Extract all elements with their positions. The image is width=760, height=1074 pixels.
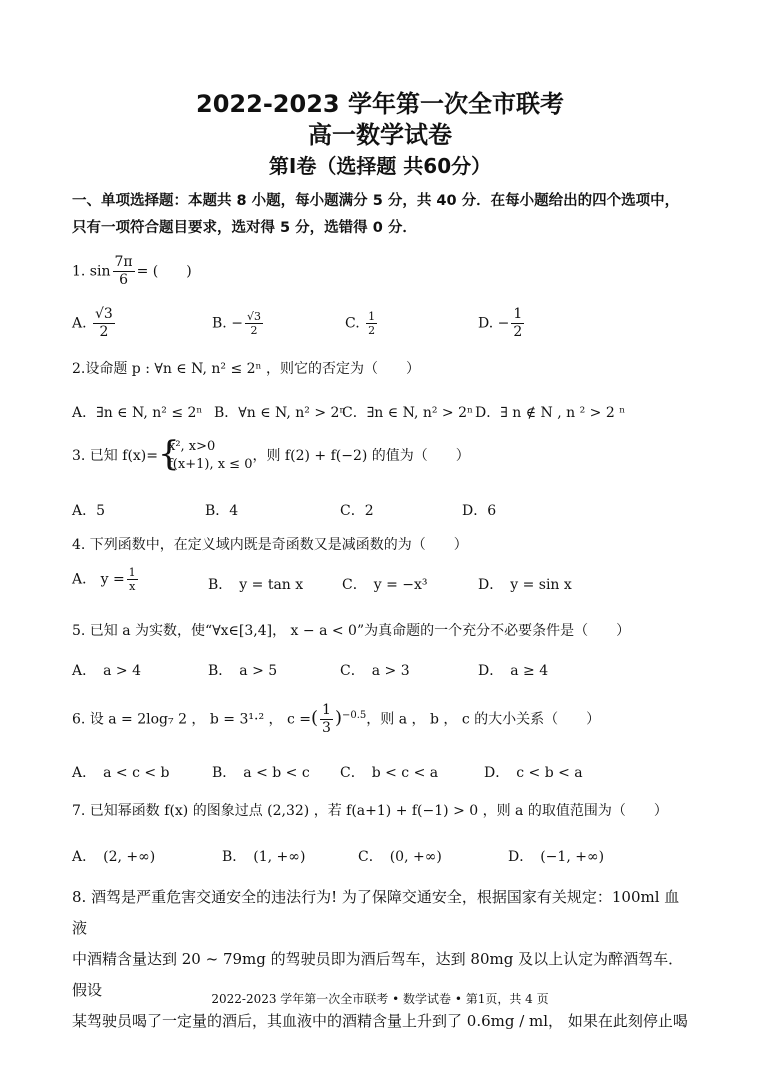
q3-piecewise	[158, 434, 253, 474]
exam-subtitle: 高一数学试卷	[308, 121, 452, 149]
q6-option-b: B． a < b < c	[212, 765, 310, 781]
q6-paren-close: )	[334, 707, 342, 729]
q4-option-c: C． y = −x³	[342, 577, 428, 593]
q1-option-d-den: 2	[513, 324, 523, 340]
q8-line-3: 某驾驶员喝了一定量的酒后，其血液中的酒精含量上升到了 0.6mg / ml， 如果在此刻停止喝	[72, 1012, 688, 1030]
q3-suffix: ，则 f(2) + f(−2) 的值为（ ）	[252, 448, 470, 464]
q3-case-1: x², x>0	[168, 439, 216, 454]
q1-option-a-den: 2	[99, 324, 109, 340]
q4-option-d: D． y = sin x	[478, 577, 572, 593]
q1-prefix: 1. sin	[72, 263, 111, 280]
q2-option-c: C．∃n ∈ N, n² > 2ⁿ	[342, 405, 474, 421]
q4-option-a-label: A．	[72, 571, 97, 588]
question-2: 2.设命题 p : ∀n ∈ N, n² ≤ 2ⁿ ，则它的否定为（ ）	[72, 361, 421, 377]
q3-option-b: B．4	[205, 503, 239, 519]
question-7: 7. 已知幂函数 f(x) 的图象过点 (2,32) ，若 f(a+1) + f(−1) > 0 ，则 a 的取值范围为（ ）	[72, 803, 668, 819]
q2-option-b: B．∀n ∈ N, n² > 2ⁿ	[214, 405, 346, 421]
question-6	[72, 702, 692, 737]
q4-option-a-num: 1	[128, 566, 136, 579]
q6-exponent: −0.5	[341, 709, 367, 721]
question-5: 5. 已知 a 为实数，使“∀x∈[3,4]， x − a < 0”为真命题的一个充分不必要条件是（ ）	[72, 623, 631, 639]
q6-suffix: ，则 a ， b ， c 的大小关系（ ）	[366, 711, 601, 728]
volume-title: 第Ⅰ卷（选择题 共60分）	[268, 154, 492, 178]
q3-option-a: A．5	[72, 503, 106, 519]
q1-option-b-den: 2	[250, 324, 258, 337]
q1-option-d-num: 1	[513, 306, 523, 322]
q7-option-b: B． (1, +∞)	[222, 849, 306, 865]
q8-line-1: 8. 酒驾是严重危害交通安全的违法行为! 为了保障交通安全，根据国家有关规定：100ml 血液	[72, 888, 680, 937]
q3-prefix: 3. 已知 f(x)=	[72, 448, 158, 464]
section-instructions-line2: 只有一项符合题目要求，选对得 5 分，选错得 0 分．	[72, 220, 417, 236]
q1-option-b-fraction	[245, 310, 263, 337]
q7-option-d: D． (−1, +∞)	[508, 849, 605, 865]
q8-line-2: 中酒精含量达到 20 ~ 79mg 的驾驶员即为酒后驾车，达到 80mg 及以上认定为醉酒驾车．假设	[72, 950, 684, 999]
q6-option-d: D． c < b < a	[484, 765, 583, 781]
q2-option-d: D．∃ n ∉ N , n ² > 2 ⁿ	[475, 405, 626, 421]
q1-option-a	[72, 306, 117, 341]
q1-option-c-den: 2	[368, 324, 376, 337]
q3-case-2: f(x+1), x ≤ 0	[168, 457, 253, 472]
q6-fraction-den: 3	[322, 720, 331, 736]
q7-option-c: C． (0, +∞)	[358, 849, 442, 865]
q6-option-a: A． a < c < b	[72, 765, 170, 781]
q1-option-b-sign: −	[231, 315, 243, 332]
q6-prefix: 6. 设 a = 2log₇ 2 ， b = 3¹·² ， c =	[72, 711, 311, 728]
q6-paren-open: (	[310, 707, 319, 729]
q6-fraction	[320, 702, 333, 737]
q4-option-a	[72, 566, 140, 593]
q1-option-c	[345, 310, 379, 337]
q1-option-a-label: A.	[72, 315, 87, 332]
q4-option-a-fraction	[127, 566, 138, 593]
page-footer: 2022-2023 学年第一次全市联考 • 数学试卷 • 第1页，共 4 页	[211, 992, 549, 1006]
question-1	[72, 254, 692, 289]
question-8	[72, 882, 692, 1037]
q4-option-b: B． y = tan x	[208, 577, 304, 593]
q5-option-a: A． a > 4	[72, 663, 141, 679]
q1-option-b-num: √3	[246, 310, 261, 323]
q1-option-d-sign: −	[497, 315, 510, 332]
exam-title: 2022-2023 学年第一次全市联考	[196, 90, 564, 118]
section-instructions	[72, 188, 692, 242]
q1-option-d	[478, 306, 526, 341]
q1-option-d-label: D.	[478, 315, 494, 332]
q3-brace: {	[158, 434, 180, 474]
q5-option-b: B． a > 5	[208, 663, 278, 679]
q1-option-c-fraction	[366, 310, 377, 337]
q1-option-c-label: C.	[345, 315, 360, 332]
q7-option-a: A． (2, +∞)	[72, 849, 156, 865]
q2-option-a: A．∃n ∈ N, n² ≤ 2ⁿ	[72, 405, 203, 421]
q4-option-a-den: x	[129, 580, 136, 593]
q5-option-c: C． a > 3	[340, 663, 410, 679]
section-instructions-line1: 一、单项选择题：本题共 8 小题，每小题满分 5 分，共 40 分．在每小题给出的四个选项中，	[72, 193, 680, 209]
q3-option-c: C．2	[340, 503, 374, 519]
q1-option-a-num: √3	[95, 306, 113, 322]
question-4: 4. 下列函数中，在定义域内既是奇函数又是减函数的为（ ）	[72, 537, 468, 553]
q1-option-b	[212, 310, 265, 337]
q1-option-c-num: 1	[368, 310, 376, 323]
q1-fraction	[113, 254, 135, 289]
q6-fraction-num: 1	[322, 702, 331, 718]
q1-suffix: = ( )	[136, 263, 192, 280]
q6-option-c: C． b < c < a	[340, 765, 439, 781]
q1-numerator: 7π	[114, 254, 133, 270]
q1-option-d-fraction	[511, 306, 524, 341]
q1-denominator: 6	[119, 272, 129, 288]
q1-option-b-label: B.	[212, 315, 227, 332]
q4-option-a-expr: y =	[100, 571, 125, 588]
q5-option-d: D． a ≥ 4	[478, 663, 549, 679]
q3-option-d: D．6	[462, 503, 497, 519]
question-3	[72, 434, 692, 474]
q1-option-a-fraction	[93, 306, 115, 341]
